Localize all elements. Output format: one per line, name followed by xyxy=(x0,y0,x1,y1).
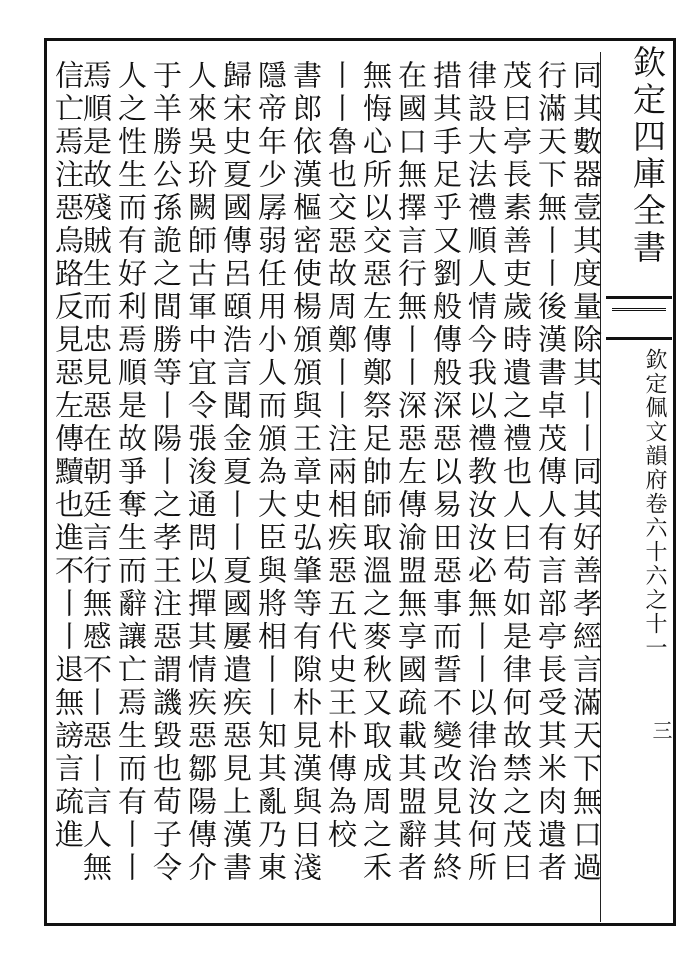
text-column-8: 丨丨魯也交惡故周鄭丨丨注兩相疾惡五代史王朴傳為校 xyxy=(324,60,358,852)
book-title: 欽定四庫全書 xyxy=(628,45,667,267)
text-column-1: 同其數器壹其度量除其丨丨同其好善孝經言滿天下無口過 xyxy=(569,60,603,885)
text-column-11: 歸宋史夏國傳呂頤浩言聞金夏丨丨夏國屢遣疾惡見上漢書 xyxy=(219,60,253,885)
text-column-9: 書郎依漢樞密使楊頒頒與王章史弘肇等有隙朴見漢與日淺 xyxy=(289,60,323,885)
text-column-6: 在國口無擇言行無丨丨深惡左傳渝盟無享國疏載其盟辭者 xyxy=(394,60,428,885)
text-column-15: 焉順是故殘賊生而忠見惡在朝廷言行無慼不丨惡丨言人無 xyxy=(79,60,113,885)
running-head xyxy=(612,348,668,668)
text-column-12: 人來吳玠闕師古軍中宜令張浚通問以撣其情疾惡鄒陽傳介 xyxy=(184,60,218,885)
text-column-16: 信亡焉注惡烏路反見惡左傳黷也進不丨丨退無謗言疏進 xyxy=(51,60,85,852)
running-head-title: 欽定佩文韻府 xyxy=(642,348,667,492)
text-column-2: 行滿天下無丨丨後漢書卓茂傳人有言部亭長受其米肉遺者 xyxy=(534,60,568,885)
text-column-10: 隱帝年少孱弱任用小人而頒為大臣與將相丨丨知其亂乃東 xyxy=(254,60,288,885)
page-number: 三 xyxy=(649,720,673,740)
text-column-14: 人之性生而有好利焉順是故爭奪生而辭讓亡焉生而有丨丨 xyxy=(114,60,148,885)
fishtail-mark xyxy=(606,296,672,340)
text-column-4: 律設大法禮順人情今我以禮教汝汝必無丨丨以律治汝何所 xyxy=(464,60,498,885)
text-column-5: 措其手足乎又劉般傳般深惡以易田惡事而誓不變改見其終 xyxy=(429,60,463,885)
text-column-7: 無悔心所以交惡左傳鄭祭足帥師取溫之麥秋又取成周之禾 xyxy=(359,60,393,885)
volume-label: 卷六十六之十一 xyxy=(642,492,667,660)
text-column-3: 茂曰亭長素善吏歲時遺之禮也人曰苟如是律何故禁之茂曰 xyxy=(499,60,533,885)
text-column-13: 于羊勝公孫詭之間勝等丨陽丨之孝王注惡謂譏毀也荀子令 xyxy=(149,60,183,885)
